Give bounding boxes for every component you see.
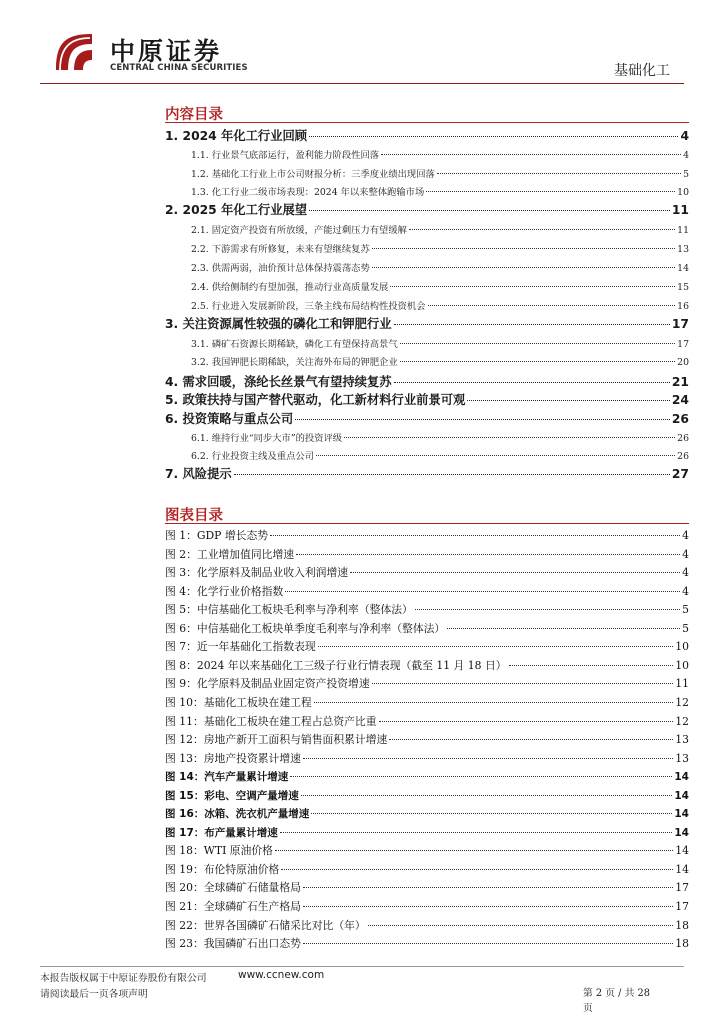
figure-list-entry[interactable] bbox=[165, 602, 689, 617]
footer-divider bbox=[40, 966, 684, 967]
figure-list-entry-label: 图 3：化学原料及制品业收入利润增速 bbox=[165, 566, 349, 580]
figure-list-entry-page-number: 14 bbox=[675, 844, 689, 858]
toc-section-entry-page-number: 14 bbox=[677, 263, 689, 274]
toc-chapter-entry-label: 5. 政策扶持与国产替代驱动，化工新材料行业前景可观 bbox=[165, 393, 466, 407]
figure-list-entry-label: 图 23：我国磷矿石出口态势 bbox=[165, 937, 301, 951]
toc-chapter-entry-label: 4. 需求回暖，涤纶长丝景气有望持续复苏 bbox=[165, 375, 392, 389]
dot-leader bbox=[381, 154, 681, 155]
footer-notice: 请阅读最后一页各项声明 bbox=[40, 989, 148, 1000]
dot-leader bbox=[426, 191, 675, 192]
figure-list-entry[interactable] bbox=[165, 862, 689, 877]
figure-list-entry-label: 图 8：2024 年以来基础化工三级子行业行情表现（截至 11 月 18 日） bbox=[165, 658, 507, 672]
toc-section-entry-label: 6.1. 维持行业“同步大市”的投资评级 bbox=[191, 433, 343, 444]
dot-leader bbox=[303, 758, 673, 759]
toc-section-entry-page-number: 10 bbox=[677, 187, 689, 198]
figure-list-entry-page-number: 14 bbox=[674, 826, 689, 839]
toc-section-entry-page-number: 26 bbox=[677, 433, 689, 444]
toc-chapter-entry-label: 2. 2025 年化工行业展望 bbox=[165, 203, 308, 217]
figure-list-entry-label: 图 13：房地产投资累计增速 bbox=[165, 751, 301, 765]
dot-leader bbox=[281, 869, 673, 870]
figure-list-entry-page-number: 13 bbox=[675, 751, 689, 765]
toc-section-entry-label: 6.2. 行业投资主线及重点公司 bbox=[191, 451, 314, 462]
figure-list-entry[interactable] bbox=[165, 732, 689, 747]
toc-section-entry-label: 1.3. 化工行业二级市场表现：2024 年以来整体跑输市场 bbox=[191, 187, 425, 198]
toc-section-entry[interactable] bbox=[165, 166, 689, 180]
toc-section-entry[interactable] bbox=[165, 184, 689, 198]
dot-leader bbox=[270, 535, 680, 536]
toc-section-entry-page-number: 20 bbox=[677, 357, 689, 368]
figure-list-entry[interactable] bbox=[165, 751, 689, 766]
toc-section-entry-page-number: 17 bbox=[677, 339, 689, 350]
dot-leader bbox=[296, 554, 680, 555]
figure-list-entry-page-number: 18 bbox=[675, 937, 689, 951]
figure-list-entry[interactable] bbox=[165, 714, 689, 729]
figure-list-entry-page-number: 18 bbox=[675, 918, 689, 932]
toc-chapter-entry[interactable] bbox=[165, 126, 689, 143]
toc-chapter-entry[interactable] bbox=[165, 314, 689, 331]
dot-leader bbox=[368, 925, 674, 926]
toc-section-entry-label: 2.4. 供给侧制约有望加强，推动行业高质量发展 bbox=[191, 282, 389, 293]
toc-chapter-entry-page-number: 4 bbox=[680, 129, 689, 143]
toc-section-entry-label: 2.1. 固定资产投资有所放缓，产能过剩压力有望缓解 bbox=[191, 225, 407, 236]
dot-leader bbox=[394, 324, 670, 325]
toc-chapter-entry-label: 1. 2024 年化工行业回顾 bbox=[165, 129, 308, 143]
dot-leader bbox=[390, 286, 675, 287]
toc-section-entry-page-number: 26 bbox=[677, 451, 689, 462]
figure-list-entry-label: 图 1：GDP 增长态势 bbox=[165, 529, 269, 542]
header-divider bbox=[40, 83, 684, 84]
toc-section-entry[interactable] bbox=[165, 336, 689, 350]
figure-list-entry-label: 图 4：化学行业价格指数 bbox=[165, 584, 284, 598]
toc-section-entry-page-number: 5 bbox=[683, 169, 689, 180]
figure-list-entry[interactable] bbox=[165, 676, 689, 691]
dot-leader bbox=[314, 702, 674, 703]
figure-list-entry-page-number: 12 bbox=[675, 695, 689, 709]
dot-leader bbox=[415, 609, 680, 610]
page-header bbox=[0, 0, 724, 100]
figure-list-entry[interactable] bbox=[165, 695, 689, 710]
toc-section-entry-label: 3.2. 我国钾肥长期稀缺，关注海外布局的钾肥企业 bbox=[191, 357, 398, 368]
figure-list-entry[interactable] bbox=[165, 899, 689, 914]
central-china-securities-logo-icon bbox=[52, 30, 96, 74]
dot-leader bbox=[400, 343, 676, 344]
dot-leader bbox=[295, 419, 670, 420]
figure-list-entry-page-number: 4 bbox=[682, 529, 689, 542]
toc-section-entry[interactable] bbox=[165, 298, 689, 312]
figure-list-entry-label: 图 7：近一年基础化工指数表现 bbox=[165, 640, 316, 654]
dot-leader bbox=[303, 943, 673, 944]
dot-leader bbox=[389, 739, 673, 740]
figure-list-entry-page-number: 17 bbox=[675, 881, 689, 895]
dot-leader bbox=[303, 906, 673, 907]
dot-leader bbox=[290, 776, 672, 777]
figure-list-entry-label: 图 9：化学原料及制品业固定资产投资增速 bbox=[165, 677, 370, 691]
company-logo bbox=[52, 30, 352, 80]
figure-list-entry[interactable] bbox=[165, 547, 689, 562]
figure-list-entry-label: 图 5：中信基础化工板块毛利率与净利率（整体法） bbox=[165, 603, 413, 617]
toc-section-entry-page-number: 16 bbox=[677, 301, 689, 312]
toc-chapter-entry-page-number: 24 bbox=[671, 393, 689, 407]
toc-section-entry-label: 3.1. 磷矿石资源长期稀缺，磷化工有望保持高景气 bbox=[191, 339, 398, 350]
dot-leader bbox=[344, 437, 675, 438]
figure-list-entry-page-number: 14 bbox=[675, 862, 689, 876]
footer-page-info: 第 2 页 / 共 28 bbox=[583, 988, 650, 999]
figure-list-entry[interactable] bbox=[165, 918, 689, 933]
dot-leader bbox=[428, 305, 676, 306]
figure-list-entry-page-number: 14 bbox=[674, 789, 689, 802]
dot-leader bbox=[301, 795, 673, 796]
toc-section-entry-label: 2.5. 行业进入发展新阶段，三条主线布局结构性投资机会 bbox=[191, 301, 426, 312]
footer-url[interactable]: www.ccnew.com bbox=[238, 969, 325, 981]
figure-list-entry[interactable] bbox=[165, 565, 689, 580]
toc-section-entry-label: 2.3. 供需两弱，油价预计总体保持震荡态势 bbox=[191, 263, 370, 274]
dot-leader bbox=[285, 591, 680, 592]
dot-leader bbox=[309, 210, 670, 211]
toc-chapter-entry[interactable] bbox=[165, 390, 689, 407]
dot-leader bbox=[234, 474, 670, 475]
figure-list-entry-label: 图 12：房地产新开工面积与销售面积累计增速 bbox=[165, 733, 388, 747]
toc-chapter-entry-page-number: 17 bbox=[671, 317, 689, 331]
figure-list-entry-label: 图 21：全球磷矿石生产格局 bbox=[165, 900, 301, 913]
figure-list-entry[interactable] bbox=[165, 621, 689, 636]
figure-list-entry-label: 图 10：基础化工板块在建工程 bbox=[165, 695, 312, 709]
figure-list-entry-page-number: 4 bbox=[682, 566, 689, 580]
figures-title-divider bbox=[165, 523, 689, 524]
figure-list-entry[interactable] bbox=[165, 880, 689, 895]
toc-chapter-entry-page-number: 21 bbox=[671, 375, 689, 389]
figure-list-entry[interactable] bbox=[165, 658, 689, 673]
logo-chinese-name: 中原证券 bbox=[110, 37, 223, 66]
toc-section-entry[interactable] bbox=[165, 354, 689, 368]
toc-section-entry[interactable] bbox=[165, 222, 689, 236]
dot-leader bbox=[303, 887, 673, 888]
figure-list-entry[interactable] bbox=[165, 769, 689, 784]
toc-section-entry-page-number: 15 bbox=[677, 282, 689, 293]
figure-list-entry[interactable] bbox=[165, 584, 689, 599]
toc-title: 内容目录 bbox=[165, 107, 223, 123]
toc-section-entry-label: 1.2. 基础化工行业上市公司财报分析：三季度业绩出现回落 bbox=[191, 169, 435, 180]
dot-leader bbox=[372, 683, 674, 684]
toc-chapter-entry-label: 7. 风险提示 bbox=[165, 467, 232, 481]
figure-list-entry-page-number: 4 bbox=[682, 547, 689, 561]
dot-leader bbox=[372, 267, 675, 268]
dot-leader bbox=[275, 850, 673, 851]
toc-chapter-entry[interactable] bbox=[165, 409, 689, 426]
figure-list-entry[interactable] bbox=[165, 843, 689, 858]
logo-english-name: CENTRAL CHINA SECURITIES bbox=[110, 63, 248, 73]
figure-list-entry[interactable] bbox=[165, 639, 689, 654]
toc-title-divider bbox=[165, 122, 689, 123]
dot-leader bbox=[379, 721, 674, 722]
figure-list-entry-label: 图 18：WTI 原油价格 bbox=[165, 844, 273, 858]
dot-leader bbox=[311, 813, 672, 814]
figure-list-entry[interactable] bbox=[165, 825, 689, 840]
figure-list-entry-page-number: 11 bbox=[675, 677, 689, 691]
figure-list-entry-page-number: 5 bbox=[682, 603, 689, 617]
figure-list-entry-page-number: 5 bbox=[682, 621, 689, 635]
dot-leader bbox=[280, 832, 673, 833]
toc-chapter-entry[interactable] bbox=[165, 464, 689, 481]
figure-list-entry-label: 图 2：工业增加值同比增速 bbox=[165, 547, 295, 561]
toc-section-entry-page-number: 4 bbox=[683, 150, 689, 161]
dot-leader bbox=[509, 665, 674, 666]
dot-leader bbox=[437, 173, 681, 174]
figure-list-entry-label: 图 11：基础化工板块在建工程占总资产比重 bbox=[165, 714, 377, 728]
dot-leader bbox=[309, 136, 678, 137]
figure-list-entry[interactable] bbox=[165, 806, 689, 821]
toc-chapter-entry-label: 6. 投资策略与重点公司 bbox=[165, 412, 294, 426]
figure-list-entry-label: 图 6：中信基础化工板块单季度毛利率与净利率（整体法） bbox=[165, 621, 446, 635]
dot-leader bbox=[318, 646, 674, 647]
figure-list-entry-page-number: 14 bbox=[674, 771, 689, 784]
toc-chapter-entry[interactable] bbox=[165, 372, 689, 389]
toc-section-entry-label: 2.2. 下游需求有所修复，未来有望继续复苏 bbox=[191, 244, 370, 255]
figure-list-entry-label: 图 22：世界各国磷矿石储采比对比（年） bbox=[165, 918, 366, 932]
dot-leader bbox=[372, 248, 675, 249]
figure-list-entry-label: 图 15：彩电、空调产量增速 bbox=[165, 789, 299, 802]
toc-chapter-entry-label: 3. 关注资源属性较强的磷化工和钾肥行业 bbox=[165, 317, 392, 331]
toc-section-entry[interactable] bbox=[165, 448, 689, 462]
figure-list-entry-page-number: 4 bbox=[682, 584, 689, 598]
footer-page-suffix: 页 bbox=[583, 1003, 593, 1014]
toc-section-entry[interactable] bbox=[165, 279, 689, 293]
toc-section-entry[interactable] bbox=[165, 147, 689, 161]
report-category: 基础化工 bbox=[614, 63, 670, 79]
dot-leader bbox=[447, 628, 680, 629]
dot-leader bbox=[350, 572, 680, 573]
figure-list-entry-label: 图 19：布伦特原油价格 bbox=[165, 862, 280, 876]
dot-leader bbox=[316, 455, 675, 456]
toc-section-entry[interactable] bbox=[165, 241, 689, 255]
figure-list-entry-label: 图 14：汽车产量累计增速 bbox=[165, 771, 289, 784]
dot-leader bbox=[467, 400, 670, 401]
figure-list-entry-page-number: 14 bbox=[674, 808, 689, 821]
toc-chapter-entry-page-number: 27 bbox=[671, 467, 689, 481]
figure-list-entry-page-number: 13 bbox=[675, 733, 689, 747]
toc-chapter-entry[interactable] bbox=[165, 200, 689, 217]
figure-list-entry-label: 图 17：布产量累计增速 bbox=[165, 826, 278, 839]
figure-list-entry[interactable] bbox=[165, 528, 689, 543]
toc-chapter-entry-page-number: 11 bbox=[671, 203, 689, 217]
figure-list-entry-label: 图 16：冰箱、洗衣机产量增速 bbox=[165, 808, 310, 821]
dot-leader bbox=[394, 382, 670, 383]
figure-list-entry[interactable] bbox=[165, 788, 689, 803]
figure-list-entry-page-number: 12 bbox=[675, 714, 689, 728]
figure-list-entry-page-number: 10 bbox=[675, 658, 689, 672]
figure-list-entry-page-number: 10 bbox=[675, 640, 689, 654]
footer-copyright: 本报告版权属于中原证券股份有限公司 bbox=[40, 973, 207, 984]
dot-leader bbox=[400, 361, 676, 362]
figure-list-entry[interactable] bbox=[165, 936, 689, 951]
toc-section-entry[interactable] bbox=[165, 430, 689, 444]
figure-list-entry-label: 图 20：全球磷矿石储量格局 bbox=[165, 881, 301, 895]
dot-leader bbox=[409, 229, 675, 230]
toc-section-entry-page-number: 13 bbox=[677, 244, 689, 255]
toc-chapter-entry-page-number: 26 bbox=[671, 412, 689, 426]
figures-title: 图表目录 bbox=[165, 508, 223, 524]
figure-list-entry-page-number: 17 bbox=[675, 900, 689, 913]
toc-section-entry-page-number: 11 bbox=[677, 225, 689, 236]
toc-section-entry-label: 1.1. 行业景气底部运行，盈利能力阶段性回落 bbox=[191, 150, 380, 161]
toc-section-entry[interactable] bbox=[165, 260, 689, 274]
